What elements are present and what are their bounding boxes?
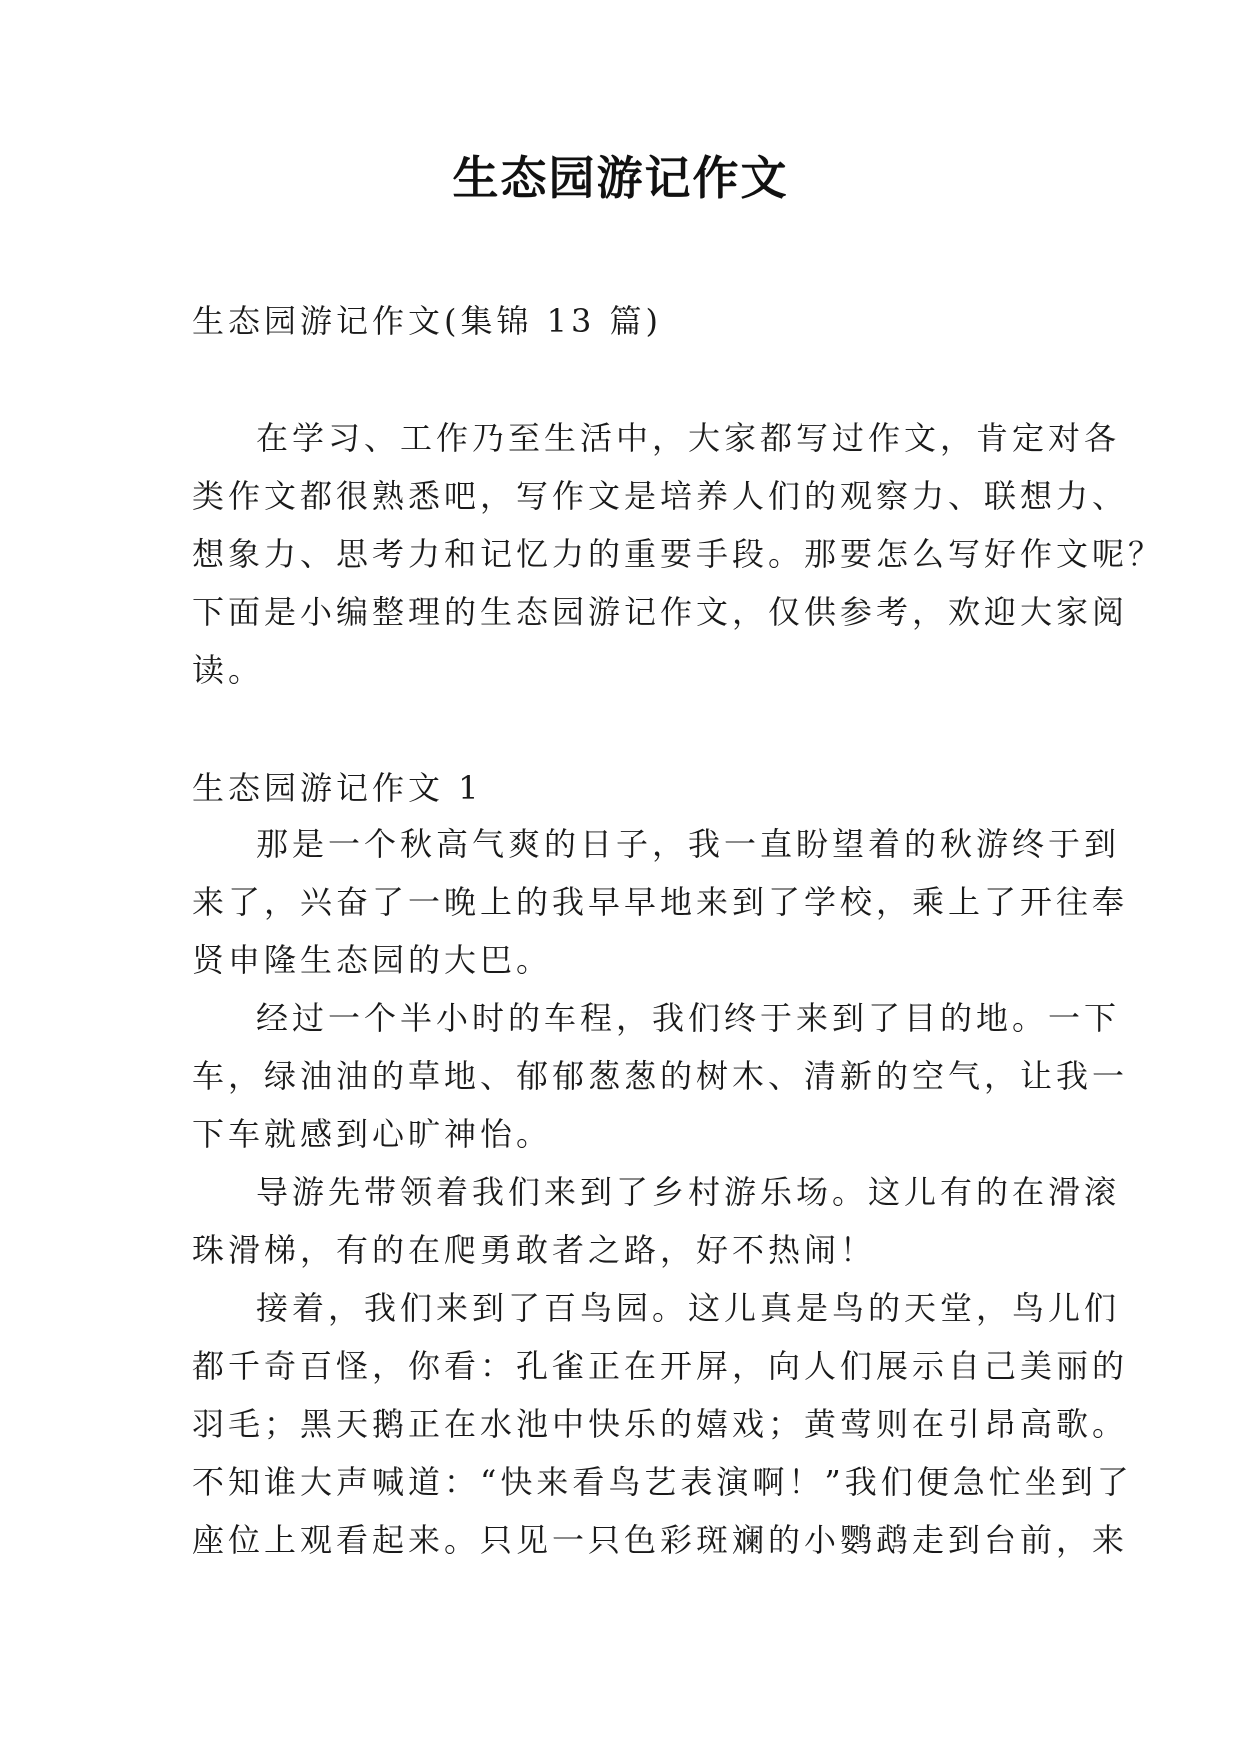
paragraph-line: 贤申隆生态园的大巴。	[192, 941, 553, 979]
paragraph-line: 下车就感到心旷神怡。	[192, 1115, 553, 1153]
paragraph-line: 羽毛；黑天鹅正在水池中快乐的嬉戏；黄莺则在引昂高歌。	[192, 1405, 1129, 1443]
paragraph-line: 不知谁大声喊道：“快来看鸟艺表演啊！”我们便急忙坐到了	[192, 1463, 1133, 1501]
intro-line: 在学习、工作乃至生活中，大家都写过作文，肯定对各	[256, 419, 1121, 457]
intro-paragraph	[192, 410, 1165, 700]
paragraph-line: 接着，我们来到了百鸟园。这儿真是鸟的天堂，鸟儿们	[256, 1289, 1121, 1327]
paragraph-line: 都千奇百怪，你看：孔雀正在开屏，向人们展示自己美丽的	[192, 1347, 1129, 1385]
paragraph-line: 珠滑梯，有的在爬勇敢者之路，好不热闹！	[192, 1231, 877, 1269]
paragraph-line: 座位上观看起来。只见一只色彩斑斓的小鹦鹉走到台前，来	[192, 1521, 1129, 1559]
intro-line: 读。	[192, 651, 265, 689]
intro-line: 类作文都很熟悉吧，写作文是培养人们的观察力、联想力、	[192, 477, 1129, 515]
document-subtitle: 生态园游记作文(集锦 13 篇)	[192, 302, 663, 340]
paragraph-line: 经过一个半小时的车程，我们终于来到了目的地。一下	[256, 999, 1121, 1037]
paragraph-line: 那是一个秋高气爽的日子，我一直盼望着的秋游终于到	[256, 825, 1121, 863]
section-heading: 生态园游记作文 1	[192, 769, 483, 807]
paragraph-line: 车，绿油油的草地、郁郁葱葱的树木、清新的空气，让我一	[192, 1057, 1129, 1095]
essay-body	[192, 816, 1133, 1570]
document-title: 生态园游记作文	[452, 151, 789, 205]
intro-line: 想象力、思考力和记忆力的重要手段。那要怎么写好作文呢？	[192, 535, 1165, 573]
paragraph-line: 导游先带领着我们来到了乡村游乐场。这儿有的在滑滚	[256, 1173, 1121, 1211]
paragraph-line: 来了，兴奋了一晚上的我早早地来到了学校，乘上了开往奉	[192, 883, 1129, 921]
intro-line: 下面是小编整理的生态园游记作文，仅供参考，欢迎大家阅	[192, 593, 1129, 631]
